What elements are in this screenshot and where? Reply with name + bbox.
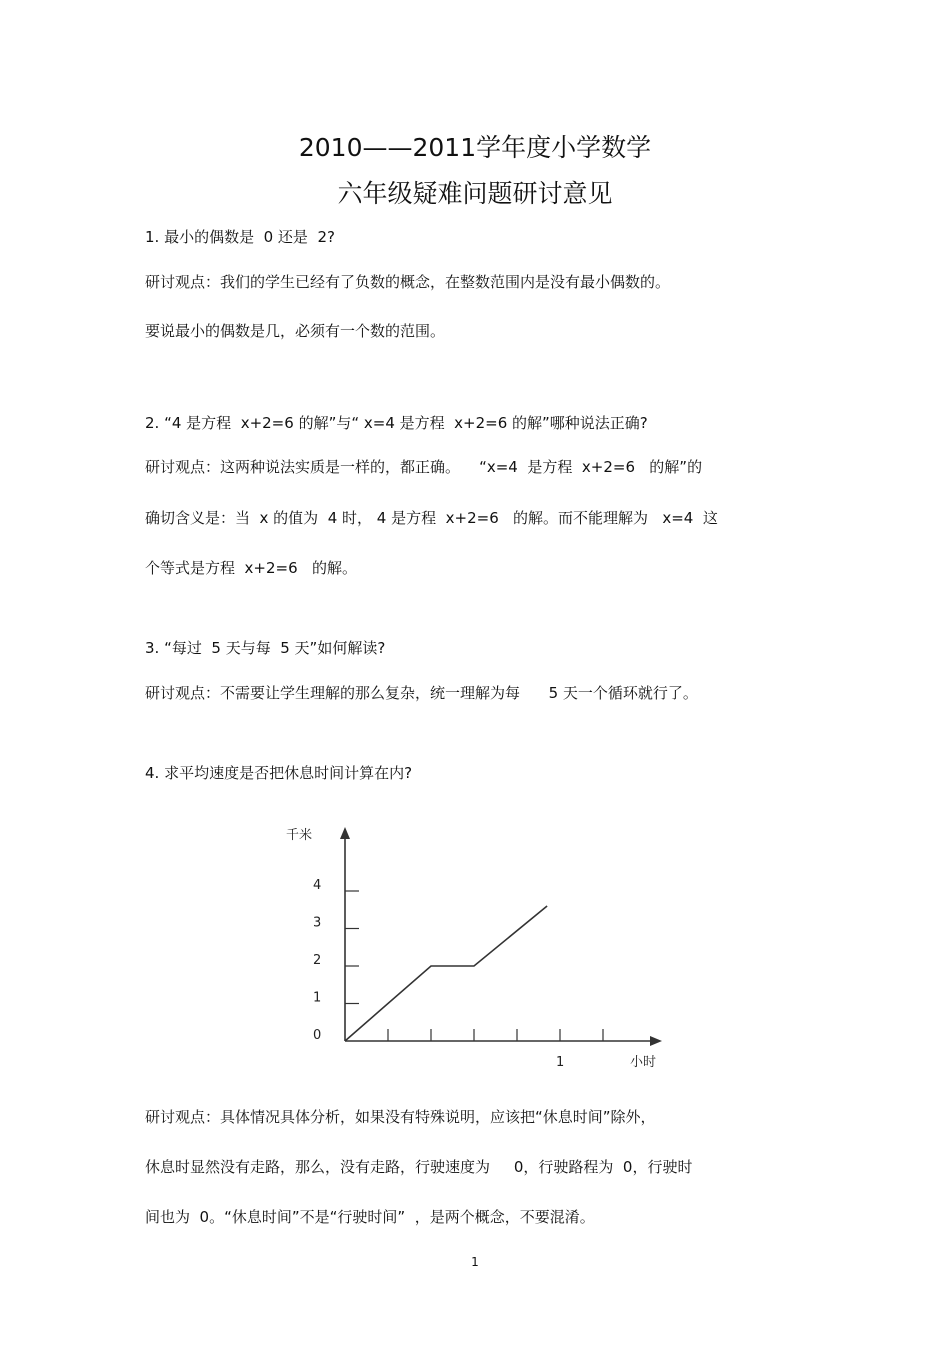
question-3: 3. “每过 5 天与每 5 天”如何解读? [145, 639, 386, 657]
answer-4-line-3: 间也为 0。“休息时间”不是“行驶时间” ，是两个概念，不要混淆。 [145, 1208, 595, 1226]
y-tick-label-1: 1 [313, 990, 322, 1006]
y-tick-label-4: 4 [313, 878, 322, 893]
answer-2-line-2: 确切含义是：当 x 的值为 4 时， 4 是方程 x+2=6 的解。而不能理解为 x=4 这 [145, 509, 718, 527]
y-tick-label-0: 0 [313, 1028, 322, 1043]
question-4: 4. 求平均速度是否把休息时间计算在内? [145, 764, 413, 782]
y-axis-arrow [340, 827, 350, 839]
question-1: 1. 最小的偶数是 0 还是 2? [145, 228, 335, 246]
answer-1-line-2: 要说最小的偶数是几，必须有一个数的范围。 [145, 322, 446, 340]
answer-4-line-2: 休息时显然没有走路，那么，没有走路，行驶速度为 0，行驶路程为 0，行驶时 [145, 1158, 693, 1176]
y-tick-label-3: 3 [313, 915, 322, 931]
title-line-2: 六年级疑难问题研讨意见 [337, 179, 613, 208]
y-axis-label: 千米 [286, 828, 313, 843]
answer-2-line-3: 个等式是方程 x+2=6 的解。 [145, 559, 357, 577]
x-tick-label-1: 1 [556, 1055, 565, 1070]
series-line-0 [345, 906, 547, 1041]
x-axis-label: 小时 [630, 1055, 657, 1070]
distance-time-chart [270, 815, 690, 1075]
answer-1-line-1: 研讨观点：我们的学生已经有了负数的概念，在整数范围内是没有最小偶数的。 [145, 273, 671, 291]
page-number: 1 [471, 1255, 479, 1269]
y-tick-label-2: 2 [313, 953, 322, 968]
answer-4-line-1: 研讨观点：具体情况具体分析，如果没有特殊说明，应该把“休息时间”除外， [145, 1108, 656, 1126]
question-2: 2. “4 是方程 x+2=6 的解”与“ x=4 是方程 x+2=6 的解”哪种说法正确? [145, 414, 648, 432]
answer-3-line-1: 研讨观点：不需要让学生理解的那么复杂，统一理解为每 5 天一个循环就行了。 [145, 684, 698, 702]
x-axis-arrow [650, 1036, 662, 1046]
title-line-1: 2010——2011学年度小学数学 [298, 133, 652, 162]
answer-2-line-1: 研讨观点：这两种说法实质是一样的，都正确。 “x=4 是方程 x+2=6 的解”的 [145, 458, 703, 476]
